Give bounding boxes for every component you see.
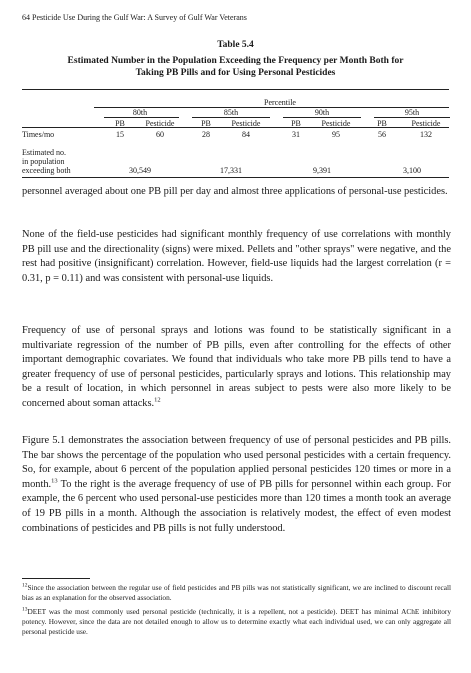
row-label: in population [22,157,65,166]
table-bottom-rule [22,177,449,178]
paragraph-text: Frequency of use of personal sprays and lotions was found to be statistically significant in a multivariate regression of the number of PB pills, even after controlling for the effects of other important demographic covariates. We found that individuals who take more PB pills tend to have a greater frequency of use of personal pesticides, particularly sprays and lotions. This relationship may be a result of location, in which personnel in areas subject to pests were also more likely to be concerned about soman attacks. [22,325,451,409]
table-title [50,55,421,79]
footnote-mark: 13 [22,606,28,613]
table-title-line: Estimated Number in the Population Exceeding the Frequency per Month Both for [67,56,404,66]
table-cell: 95 [332,130,340,139]
group-header: 90th [314,108,330,117]
footnote-ref: 13 [51,477,58,485]
column-header: Pesticide [145,119,175,128]
running-header: 64 Pesticide Use During the Gulf War: A Survey of Gulf War Veterans [22,13,247,22]
table-cell: 17,331 [220,166,242,175]
column-header: Pesticide [411,119,441,128]
column-header: PB [291,119,301,128]
table-cell: 132 [420,130,432,139]
column-header: PB [115,119,125,128]
table-cell: 56 [378,130,386,139]
body-paragraph: None of the field-use pesticides had significant monthly frequency of use correlations with monthly PB pill use and the directionality (signs) were mixed. Pellets and "other sprays" were negative, and the rest had positive (insignificant) correlation. However, field-use liquids had the largest correlation (r = 0.31, p = 0.11) and was consistent with personal-use liquids. [22,229,451,284]
table-cell: 15 [116,130,124,139]
body-paragraph: personnel averaged about one PB pill per day and almost three applications of personal-use pesticides. [22,186,448,197]
column-header: Pesticide [231,119,261,128]
row-label: exceeding both [22,166,71,175]
footnote-rule [22,578,90,579]
table-title-line: Taking PB Pills and for Using Personal Pesticides [135,68,336,78]
row-label: Times/mo [22,130,55,139]
group-rule-85th [192,117,270,118]
group-rule-80th [104,117,179,118]
table-cell: 84 [242,130,250,139]
column-header: Pesticide [321,119,351,128]
group-rule-90th [283,117,361,118]
table-cell: 31 [292,130,300,139]
group-rule-95th [374,117,450,118]
table-cell: 30,549 [129,166,151,175]
row-label: Estimated no. [22,148,66,157]
percentile-header: Percentile [264,98,296,107]
footnote-mark: 12 [22,582,28,589]
column-header: PB [377,119,387,128]
table-cell: 3,100 [403,166,421,175]
table-top-rule [22,89,449,90]
table-number: Table 5.4 [217,40,254,50]
body-paragraph [22,434,451,536]
footnote [22,607,451,637]
table-cell: 60 [156,130,164,139]
table-cell: 9,391 [313,166,331,175]
body-paragraph [22,324,451,412]
group-header: 95th [404,108,420,117]
column-header: PB [201,119,211,128]
group-header: 80th [132,108,148,117]
footnote-text: DEET was the most commonly used personal pesticide (technically, it is a repellent, not a pesticide). DEET has minimal AChE inhibitory potency. However, since the data are not detailed enough to allow us to determine exactly what each individual used, we can only aggregate all personal pesticide use. [22,607,451,636]
paragraph-text: Figure 5.1 demonstrates the association between frequency of use of personal pesticides and PB pills. The bar shows the percentage of the population who used personal pesticides with a certain frequency. So, for example, about 6 percent of the population applied personal pesticides 120 times or more in a month. [22,435,451,490]
table-cell: 28 [202,130,210,139]
group-header: 85th [223,108,239,117]
footnote [22,583,451,603]
footnote-ref: 12 [154,396,161,404]
footnote-text: Since the association between the regular use of field pesticides and PB pills was not statistically significant, we are inclined to discount recall bias as an explanation for the observed association. [22,583,451,602]
paragraph-text: To the right is the average frequency of use of PB pills for personnel within each group. For example, the 6 percent who used personal-use pesticides more than 120 times a month took an average of 19 PB pills in a month. Although the association is relatively modest, the effect of even modest combinations of pesticides and PB pills is not fully understood. [22,478,451,534]
